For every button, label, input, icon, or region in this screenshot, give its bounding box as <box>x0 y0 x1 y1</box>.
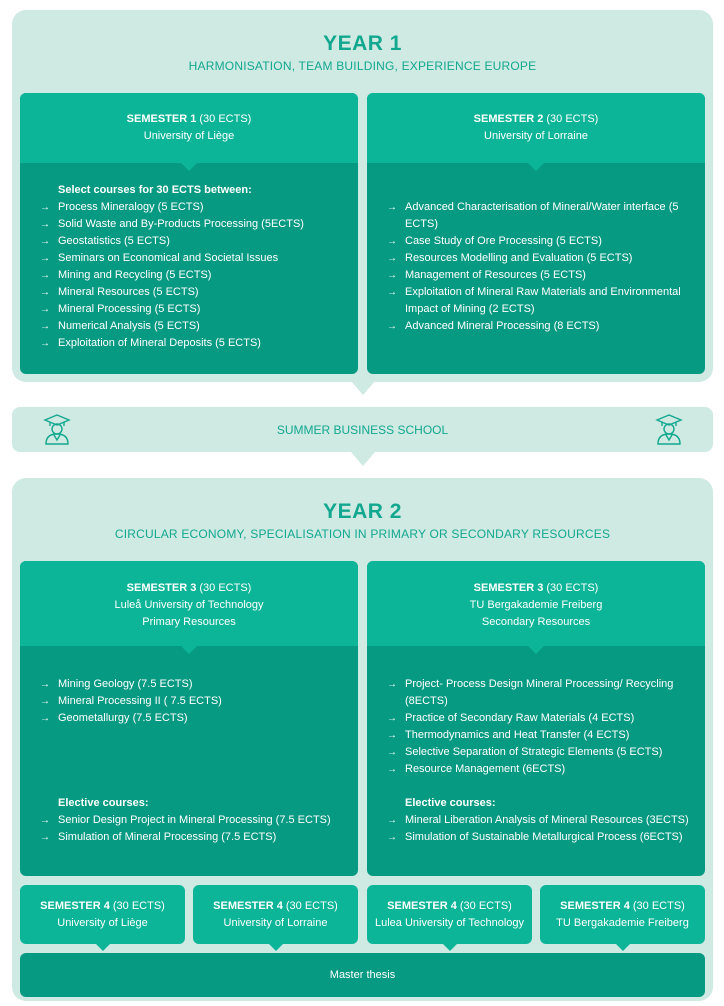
course-item <box>20 335 358 352</box>
course-label: Management of Resources (5 ECTS) <box>405 269 586 281</box>
course-item <box>20 318 358 335</box>
arrow-icon: → <box>40 815 50 826</box>
semester3-secondary-name: SEMESTER 3 <box>473 582 544 594</box>
course-label: Advanced Mineral Processing (8 ECTS) <box>405 320 600 332</box>
semester4-name: SEMESTER 4 <box>40 900 110 912</box>
arrow-icon: → <box>387 747 397 758</box>
semester4-ects: (30 ECTS) <box>282 900 338 912</box>
year2-title: YEAR 2 <box>323 500 402 523</box>
semester3-primary-header-pointer <box>181 646 197 654</box>
semester4-card-liege <box>20 885 185 944</box>
semester4-card-lulea <box>367 885 532 944</box>
course-item <box>367 744 705 761</box>
semester1-ects: (30 ECTS) <box>196 113 252 125</box>
arrow-icon: → <box>387 815 397 826</box>
course-label: Mining and Recycling (5 ECTS) <box>58 269 212 281</box>
arrow-icon: → <box>40 713 50 724</box>
arrow-icon: → <box>387 236 397 247</box>
semester4-university: University of Liège <box>57 917 148 929</box>
course-label: Senior Design Project in Mineral Processing (7.5 ECTS) <box>58 814 331 826</box>
course-label: Mineral Liberation Analysis of Mineral Resources (3ECTS) <box>405 814 689 826</box>
semester1-header <box>20 93 358 163</box>
course-item <box>20 812 358 829</box>
course-item <box>20 710 358 727</box>
semester4-name: SEMESTER 4 <box>560 900 630 912</box>
master-thesis-bar <box>20 953 705 997</box>
semester4-card-freiberg <box>540 885 705 944</box>
arrow-icon: → <box>40 321 50 332</box>
course-label: Process Mineralogy (5 ECTS) <box>58 201 204 213</box>
semester3-secondary-elective-label: Elective courses: <box>405 797 496 809</box>
arrow-icon: → <box>387 202 397 213</box>
semester1-body <box>20 163 358 352</box>
course-item <box>367 727 705 744</box>
course-item <box>367 812 705 829</box>
course-item <box>20 199 358 216</box>
course-label: Geostatistics (5 ECTS) <box>58 235 170 247</box>
semester3-primary-body <box>20 646 358 846</box>
year1-connector <box>351 381 375 395</box>
semester3-primary-ects: (30 ECTS) <box>196 582 252 594</box>
arrow-icon: → <box>40 832 50 843</box>
course-label: Practice of Secondary Raw Materials (4 ECTS) <box>405 712 635 724</box>
semester4-ects: (30 ECTS) <box>629 900 685 912</box>
arrow-icon: → <box>387 713 397 724</box>
semester3-secondary-university: TU Bergakademie Freiberg <box>469 599 603 611</box>
course-item <box>20 284 358 301</box>
semester2-body <box>367 163 705 335</box>
course-item <box>367 284 705 318</box>
semester3-secondary-course-list <box>367 676 705 778</box>
semester4-university: TU Bergakademie Freiberg <box>556 917 689 929</box>
semester3-primary-name: SEMESTER 3 <box>126 582 197 594</box>
arrow-icon: → <box>387 253 397 264</box>
course-label: Mineral Processing II ( 7.5 ECTS) <box>58 695 222 707</box>
semester2-name: SEMESTER 2 <box>473 113 544 125</box>
semester3-secondary-elective-list <box>367 812 705 846</box>
semester1-header-pointer <box>181 163 197 171</box>
course-item <box>367 267 705 284</box>
semester2-header <box>367 93 705 163</box>
course-label: Exploitation of Mineral Deposits (5 ECTS) <box>58 337 261 349</box>
course-label: Mineral Resources (5 ECTS) <box>58 286 199 298</box>
course-label: Resources Modelling and Evaluation (5 ECTS) <box>405 252 633 264</box>
course-item <box>367 710 705 727</box>
semester3-secondary-ects: (30 ECTS) <box>543 582 599 594</box>
course-label: Seminars on Economical and Societal Issues <box>58 252 279 264</box>
semester3-primary-track: Primary Resources <box>142 616 236 628</box>
year1-subtitle: HARMONISATION, TEAM BUILDING, EXPERIENCE EUROPE <box>188 59 537 73</box>
course-item <box>20 267 358 284</box>
semester4-ects: (30 ECTS) <box>456 900 512 912</box>
semester2-course-list <box>367 199 705 335</box>
course-item <box>367 250 705 267</box>
course-item <box>367 761 705 778</box>
arrow-icon: → <box>387 270 397 281</box>
course-item <box>20 829 358 846</box>
arrow-icon: → <box>387 832 397 843</box>
course-label: Simulation of Sustainable Metallurgical Process (6ECTS) <box>405 831 683 843</box>
summer-school-label: SUMMER BUSINESS SCHOOL <box>276 423 449 437</box>
semester3-primary-university: Luleå University of Technology <box>114 599 264 611</box>
arrow-icon: → <box>40 253 50 264</box>
course-label: Geometallurgy (7.5 ECTS) <box>58 712 188 724</box>
course-item <box>367 676 705 710</box>
course-item <box>367 829 705 846</box>
semester3-secondary-header <box>367 561 705 646</box>
semester2-university: University of Lorraine <box>484 130 588 142</box>
arrow-icon: → <box>40 219 50 230</box>
course-item <box>367 199 705 233</box>
master-thesis-label: Master thesis <box>329 969 396 981</box>
semester1-card <box>20 93 358 374</box>
semester3-primary-elective-label: Elective courses: <box>58 797 149 809</box>
arrow-icon: → <box>387 730 397 741</box>
arrow-icon: → <box>387 321 397 332</box>
semester4-name: SEMESTER 4 <box>213 900 283 912</box>
arrow-icon: → <box>387 679 397 690</box>
semester1-university: University of Liège <box>143 130 235 142</box>
course-label: Numerical Analysis (5 ECTS) <box>58 320 200 332</box>
course-label: Solid Waste and By-Products Processing (5ECTS) <box>58 218 304 230</box>
course-label: Project- Process Design Mineral Processing/ Recycling (8ECTS) <box>405 678 674 707</box>
arrow-icon: → <box>387 287 397 298</box>
semester3-secondary-header-pointer <box>528 646 544 654</box>
year2-subtitle: CIRCULAR ECONOMY, SPECIALISATION IN PRIMARY OR SECONDARY RESOURCES <box>114 527 611 541</box>
semester3-primary-card <box>20 561 358 876</box>
semester1-select-label: Select courses for 30 ECTS between: <box>58 184 252 196</box>
course-label: Resource Management (6ECTS) <box>405 763 566 775</box>
arrow-icon: → <box>40 679 50 690</box>
arrow-icon: → <box>40 202 50 213</box>
semester4-card-lorraine <box>193 885 358 944</box>
semester4-pointer <box>443 944 457 951</box>
course-item <box>20 676 358 693</box>
course-item <box>20 216 358 233</box>
semester4-pointer <box>616 944 630 951</box>
course-item <box>20 301 358 318</box>
arrow-icon: → <box>40 287 50 298</box>
semester3-secondary-card <box>367 561 705 876</box>
course-item <box>20 250 358 267</box>
summer-school-connector <box>351 452 375 466</box>
course-label: Case Study of Ore Processing (5 ECTS) <box>405 235 602 247</box>
semester4-pointer <box>269 944 283 951</box>
arrow-icon: → <box>40 696 50 707</box>
semester3-secondary-track: Secondary Resources <box>481 616 591 628</box>
course-label: Selective Separation of Strategic Elements (5 ECTS) <box>405 746 663 758</box>
semester3-primary-header <box>20 561 358 646</box>
semester3-primary-course-list <box>20 676 358 727</box>
arrow-icon: → <box>40 338 50 349</box>
course-item <box>20 233 358 250</box>
semester4-pointer <box>96 944 110 951</box>
course-label: Simulation of Mineral Processing (7.5 ECTS) <box>58 831 277 843</box>
arrow-icon: → <box>40 270 50 281</box>
graduate-icon <box>42 413 72 445</box>
course-item <box>367 318 705 335</box>
course-label: Mineral Processing (5 ECTS) <box>58 303 201 315</box>
semester3-primary-elective-list <box>20 812 358 846</box>
summer-school-bar <box>12 407 713 452</box>
semester4-university: Lulea University of Technology <box>375 917 524 929</box>
semester3-secondary-body <box>367 646 705 846</box>
semester1-course-list <box>20 199 358 352</box>
course-label: Mining Geology (7.5 ECTS) <box>58 678 193 690</box>
arrow-icon: → <box>40 304 50 315</box>
arrow-icon: → <box>40 236 50 247</box>
semester2-ects: (30 ECTS) <box>543 113 599 125</box>
course-item <box>20 693 358 710</box>
course-label: Exploitation of Mineral Raw Materials and Environmental Impact of Mining (2 ECTS) <box>405 286 681 315</box>
semester2-header-pointer <box>528 163 544 171</box>
graduate-icon <box>654 413 684 445</box>
arrow-icon: → <box>387 764 397 775</box>
course-label: Thermodynamics and Heat Transfer (4 ECTS) <box>405 729 630 741</box>
year1-title: YEAR 1 <box>323 32 402 55</box>
semester4-ects: (30 ECTS) <box>109 900 165 912</box>
course-label: Advanced Characterisation of Mineral/Water interface (5 ECTS) <box>405 201 679 230</box>
semester4-name: SEMESTER 4 <box>387 900 457 912</box>
semester4-university: University of Lorraine <box>223 917 328 929</box>
semester1-name: SEMESTER 1 <box>126 113 197 125</box>
course-item <box>367 233 705 250</box>
semester2-card <box>367 93 705 374</box>
